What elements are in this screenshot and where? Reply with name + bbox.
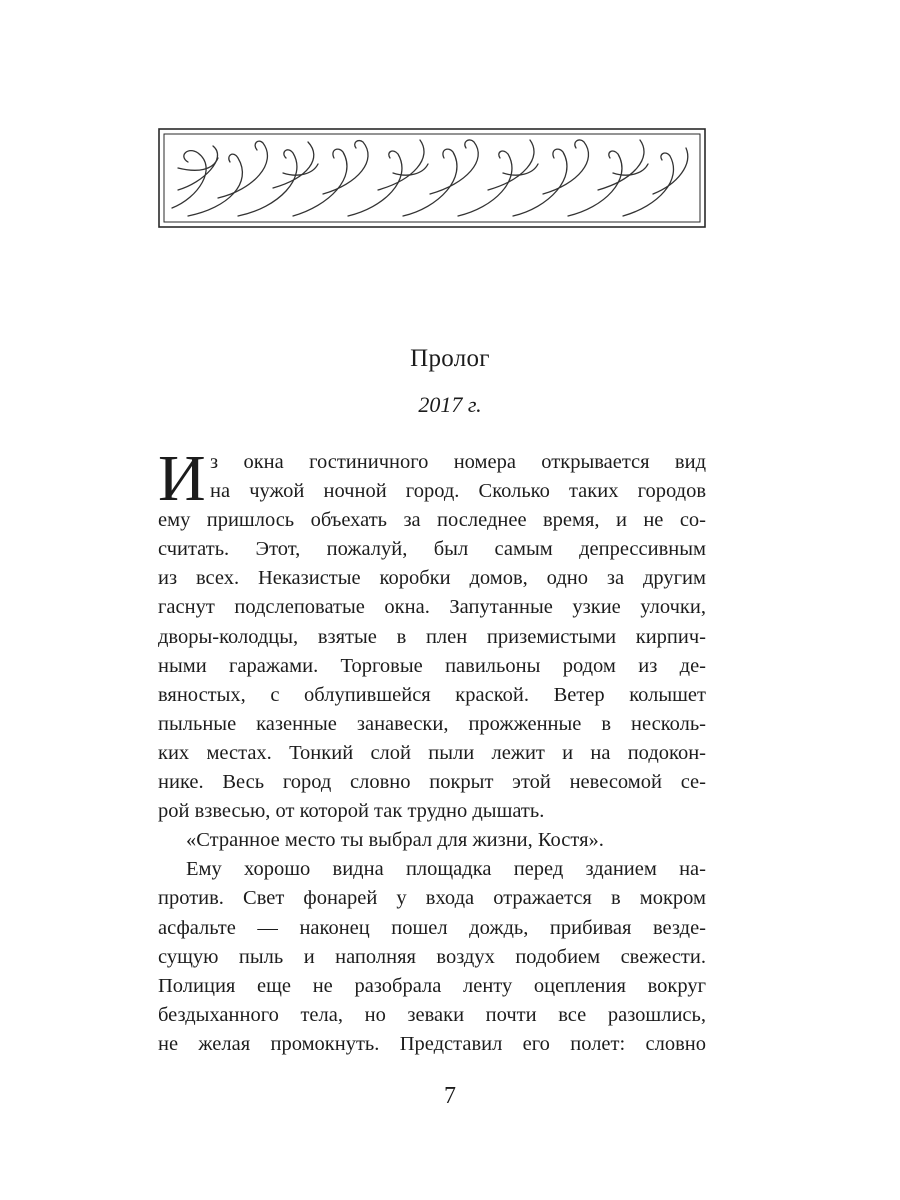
text-line: гаснут подслеповатые окна. Запутанные узкие улочки, — [158, 596, 706, 619]
text-line: бездыханного тела, но зеваки почти все разошлись, — [158, 1003, 706, 1026]
text-line: вяностых, с облупившейся краской. Ветер колышет — [158, 683, 706, 706]
text-line: рой взвесью, от которой так трудно дышать. — [158, 800, 545, 823]
text-line: Полиция еще не разобрала ленту оцепления вокруг — [158, 974, 706, 997]
page-number: 7 — [444, 1083, 456, 1109]
chapter-year: 2017 г. — [418, 392, 482, 417]
decorative-flame-ornament — [158, 128, 706, 228]
text-line: Ему хорошо видна площадка перед зданием на- — [186, 858, 706, 881]
text-line: из всех. Неказистые коробки домов, одно за другим — [158, 567, 706, 590]
text-line: считать. Этот, пожалуй, был самым депрессивным — [158, 538, 706, 561]
text-line: «Странное место ты выбрал для жизни, Костя». — [186, 829, 604, 852]
text-line: пыльные казенные занавески, прожженные в несколь- — [158, 712, 706, 735]
text-line: дворы-колодцы, взятые в плен приземистыми кирпич- — [158, 625, 706, 648]
drop-cap: И — [158, 442, 206, 515]
text-line: асфальте — наконец пошел дождь, прибивая везде- — [158, 916, 706, 939]
text-line: нике. Весь город словно покрыт этой невесомой се- — [158, 771, 706, 794]
text-line: з окна гостиничного номера открывается вид — [210, 451, 706, 473]
text-line: на чужой ночной город. Сколько таких городов — [210, 480, 706, 503]
text-line: сущую пыль и наполняя воздух подобием свежести. — [158, 945, 706, 968]
chapter-title: Пролог — [410, 345, 490, 372]
text-line: не желая промокнуть. Представил его полет: словно — [158, 1032, 706, 1055]
text-line: ких местах. Тонкий слой пыли лежит и на подокон- — [158, 741, 706, 764]
text-line: ными гаражами. Торговые павильоны родом из де- — [158, 654, 706, 677]
body-text — [158, 442, 706, 1059]
text-line: против. Свет фонарей у входа отражается в мокром — [158, 887, 706, 910]
text-line: ему пришлось объехать за последнее время, и не со- — [158, 509, 706, 532]
